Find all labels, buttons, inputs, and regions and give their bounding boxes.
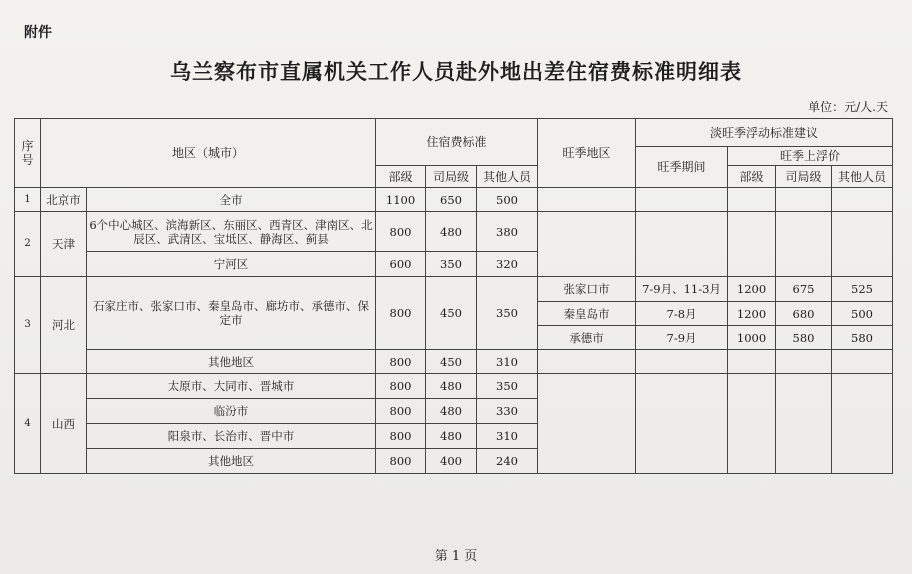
table-row (15, 277, 893, 302)
document-title: 乌兰察布市直属机关工作人员赴外地出差住宿费标准明细表 (170, 59, 742, 84)
cell-director: 480 (426, 374, 477, 399)
header-region: 地区（城市） (41, 119, 376, 188)
row-index: 4 (15, 374, 41, 474)
peak-area: 张家口市 (538, 277, 636, 302)
attachment-label: 附件 (24, 25, 52, 41)
header-other-staff: 其他人员 (477, 166, 538, 188)
cell-minister: 800 (376, 399, 426, 424)
cell-director: 480 (426, 399, 477, 424)
row-area: 其他地区 (87, 449, 376, 474)
row-region: 北京市 (41, 188, 87, 212)
row-index: 3 (15, 277, 41, 374)
cell-other: 240 (477, 449, 538, 474)
cell-other: 330 (477, 399, 538, 424)
row-area: 太原市、大同市、晋城市 (87, 374, 376, 399)
cell-other: 310 (477, 424, 538, 449)
cell-other: 310 (477, 350, 538, 374)
unit-label: 单位：元/人.天 (808, 100, 888, 114)
cell-minister: 800 (376, 449, 426, 474)
row-region: 河北 (41, 277, 87, 374)
peak-other: 525 (832, 277, 893, 302)
row-area: 石家庄市、张家口市、秦皇岛市、廊坊市、承德市、保定市 (87, 277, 376, 350)
row-region: 山西 (41, 374, 87, 474)
row-area: 全市 (87, 188, 376, 212)
peak-period: 7-9月、11-3月 (636, 277, 728, 302)
row-index: 2 (15, 212, 41, 277)
table-row (15, 188, 893, 212)
peak-minister: 1200 (728, 277, 776, 302)
cell-other: 380 (477, 212, 538, 252)
peak-minister: 1000 (728, 326, 776, 350)
cell-director: 480 (426, 212, 477, 252)
page-number: 第 1 页 (434, 549, 478, 564)
row-index: 1 (15, 188, 41, 212)
header-minister-level: 部级 (376, 166, 426, 188)
cell-director: 450 (426, 350, 477, 374)
table-row (15, 212, 893, 252)
table-row (15, 374, 893, 399)
row-area: 阳泉市、长治市、晋中市 (87, 424, 376, 449)
row-area: 宁河区 (87, 252, 376, 277)
row-region: 天津 (41, 212, 87, 277)
peak-other: 580 (832, 326, 893, 350)
peak-other: 500 (832, 302, 893, 326)
cell-director: 650 (426, 188, 477, 212)
cell-other: 500 (477, 188, 538, 212)
cell-director: 480 (426, 424, 477, 449)
cell-minister: 800 (376, 374, 426, 399)
cell-director: 350 (426, 252, 477, 277)
peak-period: 7-9月 (636, 326, 728, 350)
cell-minister: 800 (376, 350, 426, 374)
cell-minister: 800 (376, 212, 426, 252)
cell-minister: 800 (376, 424, 426, 449)
header-index: 序号 (15, 119, 41, 188)
peak-director: 680 (776, 302, 832, 326)
peak-area: 秦皇岛市 (538, 302, 636, 326)
header-lodging-standard: 住宿费标准 (376, 119, 538, 166)
cell-other: 320 (477, 252, 538, 277)
table-row (15, 350, 893, 374)
cell-minister: 800 (376, 277, 426, 350)
peak-director: 580 (776, 326, 832, 350)
header-peak-area: 旺季地区 (538, 119, 636, 188)
cell-minister: 600 (376, 252, 426, 277)
header-float-other-staff: 其他人员 (832, 166, 893, 188)
row-area: 6个中心城区、滨海新区、东丽区、西青区、津南区、北辰区、武清区、宝坻区、静海区、蓟县 (87, 212, 376, 252)
cell-other: 350 (477, 374, 538, 399)
cell-director: 450 (426, 277, 477, 350)
header-float-suggestion: 淡旺季浮动标准建议 (636, 119, 893, 147)
header-director-level: 司局级 (426, 166, 477, 188)
peak-period: 7-8月 (636, 302, 728, 326)
header-float-director-level: 司局级 (776, 166, 832, 188)
peak-area: 承德市 (538, 326, 636, 350)
cell-other: 350 (477, 277, 538, 350)
cell-director: 400 (426, 449, 477, 474)
lodging-standards-table (14, 118, 893, 474)
peak-director: 675 (776, 277, 832, 302)
header-float-minister-level: 部级 (728, 166, 776, 188)
row-area: 其他地区 (87, 350, 376, 374)
row-area: 临汾市 (87, 399, 376, 424)
header-peak-increase: 旺季上浮价 (728, 147, 893, 166)
peak-minister: 1200 (728, 302, 776, 326)
header-peak-period: 旺季期间 (636, 147, 728, 188)
cell-minister: 1100 (376, 188, 426, 212)
